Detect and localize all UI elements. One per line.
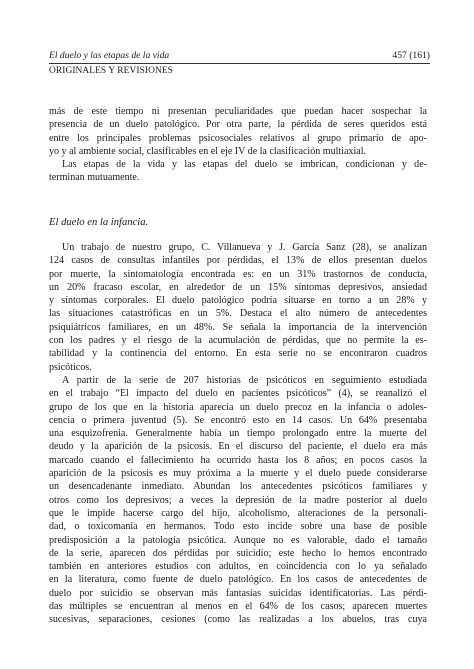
text-line: en el trabajo “El impacto del duelo en pacientes psicóticos” (4), se reanalizó el (49, 388, 427, 400)
text-line: las situaciones catastróficas en un 5%. Destaca el alto número de antecedentes (49, 308, 427, 320)
text-line: cencia o primera juventud (5). Se encontró esto en 14 casos. Un 64% presentaba (49, 414, 427, 426)
paragraph-4 (49, 374, 427, 627)
text-line: das múltiples se encuentran al menos en el 64% de los casos; aparecen muertes (49, 601, 427, 613)
running-header (49, 50, 430, 61)
running-title: El duelo y las etapas de la vida (49, 50, 170, 61)
text-line: deudo y la aparición de la psicosis. En el discurso del paciente, el duelo era más (49, 441, 427, 453)
text-line: también en anteriores estudios con adultos, en coincidencia con lo ya señalado (49, 561, 427, 573)
paragraph-1 (49, 105, 427, 158)
text-line: con los padres y el riesgo de la acumulación de pérdidas, que no permite la es- (49, 335, 427, 347)
text-line: otros como los depresivos; a veces la depresión de la madre posterior al duelo (49, 494, 427, 506)
text-line: marcado cuando el fallecimiento ha ocurrido hasta los 8 años; en pocos casos la (49, 454, 427, 466)
section-subheading: El duelo en la infancia. (49, 217, 149, 228)
text-line: en la literatura, como fuente de duelo patológico. En los casos de antecedentes de (49, 574, 427, 586)
text-line: terminan mutuamente. (49, 172, 140, 184)
paragraph-3 (49, 241, 427, 374)
text-line: sucesivas, separaciones, cesiones (como las realizadas a los abuelos, tras cuya (49, 614, 427, 626)
paragraph-2 (49, 158, 427, 185)
text-line: presencia de un duelo patológico. Por otra parte, la pérdida de seres queridos está (49, 119, 427, 131)
page-number: 457 (161) (392, 50, 430, 61)
text-line: 124 casos de consultas infantiles por pérdidas, el 13% de ellos presentan duelos (49, 255, 427, 267)
text-line: una esquizofrenia. Generalmente había un tiempo prolongado entre la muerte del (49, 428, 427, 440)
text-line: que le impide hacerse cargo del hijo, alcoholismo, alteraciones de la personali- (49, 507, 427, 519)
text-line: un desencadenante inmediato. Abundan los antecedentes psicóticos familiares y (49, 481, 427, 493)
text-line: predisposición a la patología psicótica. Aunque no es valorable, dado el tamaño (49, 534, 427, 546)
section-label: ORIGINALES Y REVISIONES (49, 66, 173, 76)
text-line: y síntomas corporales. El duelo patológico podría situarse en torno a un 28% y (49, 295, 427, 307)
text-line: dad, o toxicomanía en hermanos. Todo esto incide sobre una base de posible (49, 521, 427, 533)
text-line: por muerte, la sintomatología encontrada es: en un 31% trastornos de conducta, (49, 268, 427, 280)
text-line: psiquiátricos familiares, en un 48%. Se señala la importancia de la intervención (49, 321, 427, 333)
text-line: tabilidad y la continencia del entorno. En esta serie no se encontraron cuadros (49, 348, 427, 360)
text-line: psicóticos. (49, 361, 92, 373)
text-line: aparición de la psicosis es muy próxima a la muerte y el duelo puede considerarse (49, 468, 427, 480)
text-line: más de este tiempo ni presentan peculiaridades que puedan hacer sospechar la (49, 106, 427, 117)
text-line: duelo por suicidio se observan más fantasías suicidas identificatorias. Las pérdi- (49, 587, 427, 599)
text-line: Un trabajo de nuestro grupo, C. Villanueva y J. García Sanz (28), se analizan (62, 242, 427, 253)
text-line: yo y al ambiente social, clasificables en el eje IV de la clasificación multiaxial. (49, 145, 367, 157)
header-rule (49, 63, 430, 64)
text-line: grupo de los que en la historia aparecía un duelo precoz en la infancia o adoles- (49, 401, 427, 413)
text-line: Las etapas de la vida y las etapas del duelo se imbrican, condicionan y de- (62, 159, 427, 170)
text-line: un 20% fracaso escolar, en alrededor de un 15% síntomas depresivos, ansiedad (49, 281, 427, 293)
text-line: entre los principales problemas psicosociales relativos al grupo primario de apo- (49, 132, 427, 144)
text-line: de la serie, aparecen dos pérdidas por suicidio; este hecho lo hemos encontrado (49, 547, 427, 559)
text-line: A partir de la serie de 207 historias de psicóticos en seguimiento estudiada (62, 375, 427, 386)
